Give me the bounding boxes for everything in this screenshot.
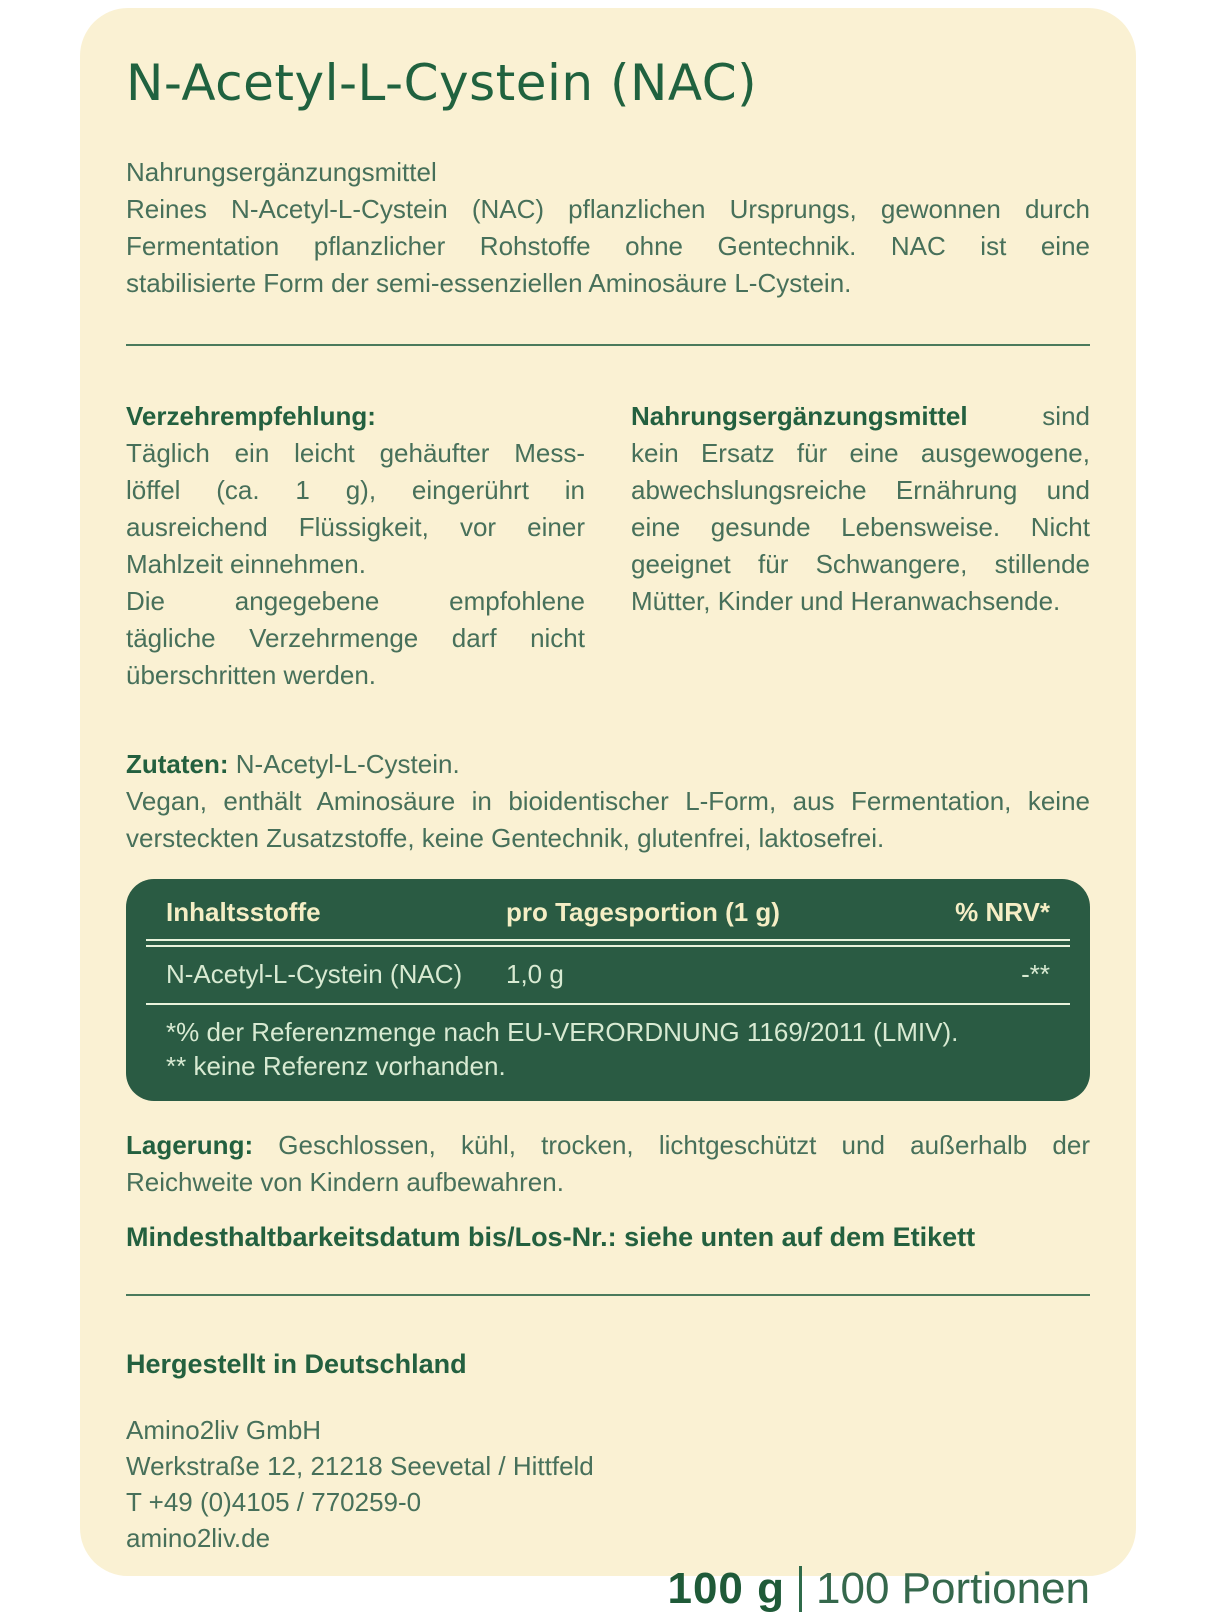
manufacturer-block <box>126 1412 1090 1556</box>
row-ingredient-amount: 1,0 g <box>506 959 564 989</box>
row-ingredient-name: N-Acetyl-L-Cystein (NAC) <box>166 959 463 989</box>
portions-count: 100 Portionen <box>816 1564 1090 1613</box>
intro-line: stabilisierte Form der semi-essenziellen Aminosäure L-Cystein. <box>126 268 852 298</box>
best-before-line: Mindesthaltbarkeitsdatum bis/Los-Nr.: siehe unten auf dem Etikett <box>126 1222 976 1252</box>
consumption-line: tägliche Verzehrmenge darf nicht <box>126 623 585 653</box>
supplement-note-line: abwechslungsreiche Ernährung und <box>631 475 1090 505</box>
ingredients-line: Vegan, enthält Aminosäure in bioidentischer L-Form, aus Fermentation, keine <box>126 786 1090 816</box>
column-header-nrv: % NRV* <box>955 897 1050 927</box>
footnote-line: ** keine Referenz vorhanden. <box>166 1051 506 1081</box>
column-header-portion: pro Tagesportion (1 g) <box>506 897 780 927</box>
consumption-column <box>126 398 585 694</box>
supplement-note-lead-rest: sind <box>967 401 1090 431</box>
consumption-line: überschritten werden. <box>126 660 377 690</box>
consumption-line: Täglich ein leicht gehäufter Mess- <box>126 438 585 468</box>
manufacturer-phone: T +49 (0)4105 / 770259-0 <box>126 1487 422 1517</box>
net-weight: 100 g <box>667 1564 785 1613</box>
intro-paragraph <box>126 154 1090 302</box>
table-footnotes <box>166 1015 1050 1083</box>
supplement-note-line: Mütter, Kinder und Heranwachsende. <box>631 586 1061 616</box>
section-divider-top <box>126 344 1090 346</box>
column-header-ingredients: Inhaltsstoffe <box>166 897 321 927</box>
net-quantity <box>126 1564 1090 1614</box>
table-double-rule <box>146 939 1070 947</box>
supplement-note-line: geeignet für Schwangere, stillende <box>631 549 1090 579</box>
consumption-line: Mahlzeit einnehmen. <box>126 549 366 579</box>
storage-paragraph <box>126 1127 1090 1201</box>
manufacturer-company: Amino2liv GmbH <box>126 1415 322 1445</box>
intro-line: Nahrungsergänzungsmittel <box>126 157 437 187</box>
storage-label: Lagerung: <box>126 1130 254 1160</box>
footnote-line: *% der Referenzmenge nach EU-VERORDNUNG 1169/2011 (LMIV). <box>166 1017 959 1047</box>
quantity-separator-bar <box>799 1566 802 1612</box>
supplement-note-lead-bold: Nahrungsergänzungsmittel <box>631 401 968 431</box>
consumption-line: ausreichend Flüssigkeit, vor einer <box>126 512 585 542</box>
storage-text: Geschlossen, kühl, trocken, lichtgeschützt und außerhalb der Reichweite von Kindern aufbewahren. <box>126 1130 1090 1197</box>
section-divider-bottom <box>126 1294 1090 1296</box>
ingredients-label: Zutaten: <box>126 749 229 779</box>
supplement-note-line: eine gesunde Lebensweise. Nicht <box>631 512 1090 542</box>
supplement-note-column <box>631 398 1090 694</box>
consumption-line: Die angegebene empfohlene <box>126 586 585 616</box>
ingredients-paragraph <box>126 746 1090 857</box>
label-card <box>80 8 1136 1613</box>
nutrition-table <box>126 879 1090 1101</box>
nutrition-table-header <box>166 895 1050 929</box>
product-title: N-Acetyl-L-Cystein (NAC) <box>126 54 758 112</box>
ingredients-first-line <box>126 746 1090 783</box>
supplement-note-line: kein Ersatz für eine ausgewogene, <box>631 438 1090 468</box>
intro-line: Fermentation pflanzlicher Rohstoffe ohne Gentechnik. NAC ist eine <box>126 231 1090 261</box>
made-in-heading: Hergestellt in Deutschland <box>126 1349 467 1379</box>
consumption-line: löffel (ca. 1 g), eingerührt in <box>126 475 585 505</box>
manufacturer-website: amino2liv.de <box>126 1523 271 1553</box>
ingredients-line: versteckten Zusatzstoffe, keine Gentechnik, glutenfrei, laktosefrei. <box>126 823 885 853</box>
manufacturer-address: Werkstraße 12, 21218 Seevetal / Hittfeld <box>126 1451 594 1481</box>
table-row <box>166 957 1050 991</box>
table-single-rule <box>146 1003 1070 1005</box>
consumption-heading: Verzehrempfehlung: <box>126 401 376 431</box>
supplement-note-lead <box>631 398 1090 435</box>
intro-line: Reines N-Acetyl-L-Cystein (NAC) pflanzlichen Ursprungs, gewonnen durch <box>126 194 1090 224</box>
ingredients-value: N-Acetyl-L-Cystein. <box>228 749 460 779</box>
row-ingredient-nrv: -** <box>1021 959 1050 989</box>
two-column-section <box>126 398 1090 694</box>
